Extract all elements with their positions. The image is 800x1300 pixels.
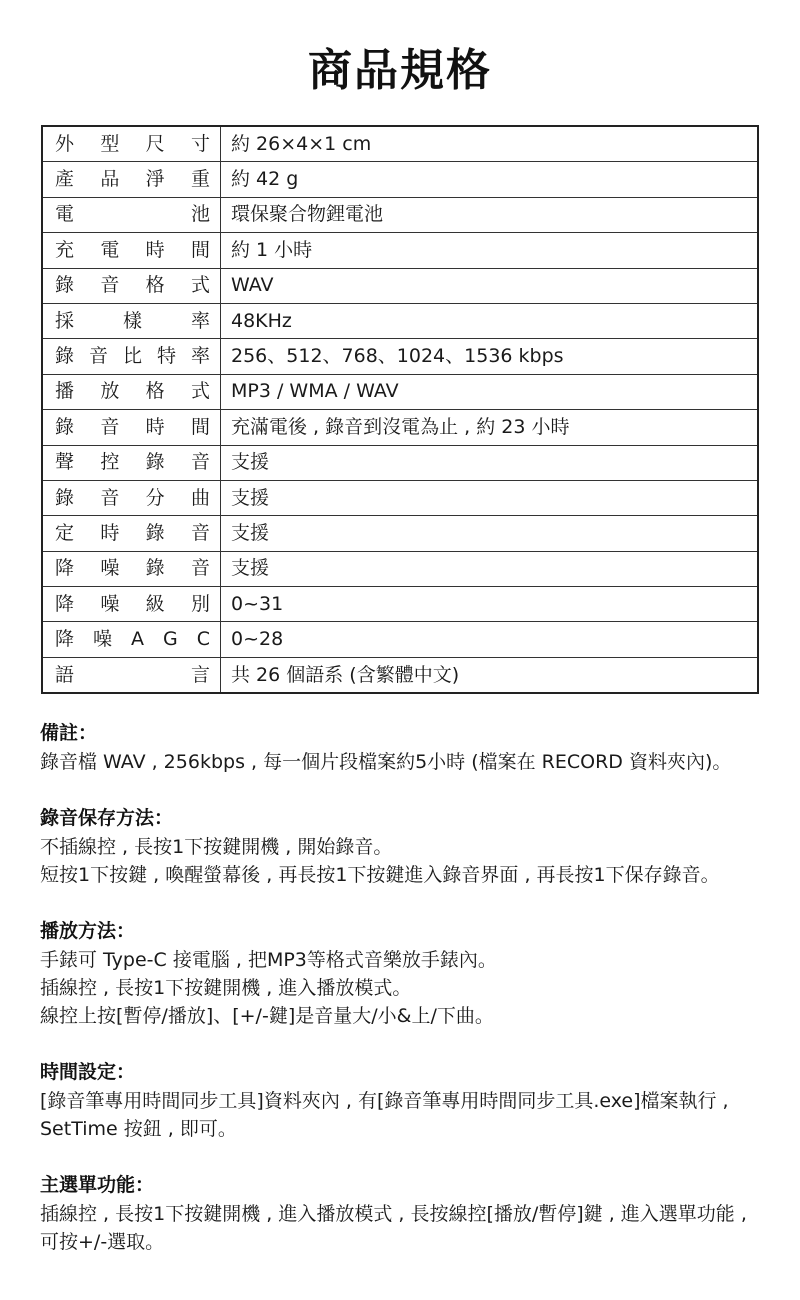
spec-label-char: 淨: [145, 168, 165, 191]
spec-label-char: 錄: [55, 345, 75, 368]
page-title: 商品規格: [308, 45, 492, 96]
note-section: [40, 1170, 770, 1256]
spec-label-cell: [42, 410, 221, 445]
note-line: 不插線控 , 長按1下按鍵開機 , 開始錄音。: [40, 836, 393, 858]
spec-row: [42, 587, 758, 622]
spec-label-char: 噪: [93, 628, 113, 651]
spec-label-char: 寸: [190, 132, 210, 155]
note-section: [40, 803, 770, 889]
note-line: 手錶可 Type-C 接電腦 , 把MP3等格式音樂放手錶內。: [40, 949, 497, 971]
note-section-title: 播放方法：: [40, 920, 136, 942]
spec-label-cell: [42, 162, 221, 197]
spec-label-char: 定: [55, 521, 75, 544]
spec-label-char: 型: [100, 132, 120, 155]
spec-row: [42, 622, 758, 657]
spec-label-char: 降: [55, 592, 75, 615]
spec-label-char: 降: [55, 557, 75, 580]
spec-label-char: 品: [100, 168, 120, 191]
spec-label-char: 聲: [55, 451, 75, 474]
spec-row: [42, 410, 758, 445]
spec-value: 支援: [221, 516, 759, 551]
spec-label-char: 錄: [145, 451, 165, 474]
note-section: [40, 1057, 770, 1143]
spec-value: 共 26 個語系 (含繁體中文): [221, 657, 759, 693]
spec-value: 環保聚合物鋰電池: [221, 197, 759, 232]
spec-label-char: 間: [190, 238, 210, 261]
spec-label-char: 降: [55, 628, 75, 651]
spec-value: 256、512、768、1024、1536 kbps: [221, 339, 759, 374]
spec-label-char: 噪: [100, 557, 120, 580]
note-section: [40, 718, 770, 776]
spec-label-char: 分: [145, 486, 165, 509]
spec-label-char: 格: [145, 380, 165, 403]
spec-row: [42, 445, 758, 480]
spec-label-char: 音: [190, 451, 210, 474]
spec-label: [55, 415, 210, 438]
note-line: 插線控 , 長按1下按鍵開機 , 進入播放模式 , 長按線控[播放/暫停]鍵 , 進入選單功能 ,: [40, 1203, 747, 1225]
note-line: 線控上按[暫停/播放]、[+/-鍵]是音量大/小&上/下曲。: [40, 1005, 494, 1027]
spec-value: WAV: [221, 268, 759, 303]
spec-row: [42, 374, 758, 409]
spec-label-char: 比: [122, 345, 142, 368]
spec-label-char: 間: [190, 415, 210, 438]
note-line: SetTime 按鈕 , 即可。: [40, 1118, 237, 1140]
spec-label-cell: [42, 126, 221, 162]
spec-label-char: 錄: [55, 274, 75, 297]
spec-label: [55, 663, 210, 686]
spec-label-char: 播: [55, 380, 75, 403]
spec-label-cell: [42, 516, 221, 551]
spec-label: [55, 205, 210, 224]
note-section-title: 時間設定：: [40, 1061, 136, 1083]
spec-label-char: 率: [190, 345, 210, 368]
spec-label-cell: [42, 480, 221, 515]
spec-label-cell: [42, 657, 221, 693]
note-section-title: 錄音保存方法：: [40, 807, 174, 829]
spec-label-char: 時: [145, 238, 165, 261]
spec-label-char: 語: [55, 663, 75, 686]
spec-label-cell: [42, 339, 221, 374]
spec-label-char: A: [131, 628, 144, 651]
spec-label-char: 音: [100, 274, 120, 297]
spec-label-char: 電: [55, 203, 75, 226]
spec-label-char: G: [162, 628, 178, 651]
spec-label-cell: [42, 233, 221, 268]
note-section-title: 主選單功能：: [40, 1174, 155, 1196]
spec-value: 支援: [221, 551, 759, 586]
spec-label-char: 音: [100, 486, 120, 509]
spec-row: [42, 126, 758, 162]
spec-value: 約 1 小時: [221, 233, 759, 268]
spec-label-char: 錄: [55, 486, 75, 509]
spec-label-cell: [42, 374, 221, 409]
spec-label-cell: [42, 551, 221, 586]
spec-row: [42, 233, 758, 268]
spec-label-char: 錄: [55, 415, 75, 438]
spec-row: [42, 268, 758, 303]
spec-label-cell: [42, 197, 221, 232]
spec-value: 支援: [221, 445, 759, 480]
spec-label-char: 級: [145, 592, 165, 615]
spec-label-char: 充: [55, 238, 75, 261]
spec-label-char: 放: [100, 380, 120, 403]
spec-label-char: 率: [190, 309, 210, 332]
spec-label-char: 音: [88, 345, 108, 368]
notes-area: [40, 718, 770, 1283]
spec-row: [42, 657, 758, 693]
spec-label-char: 特: [156, 345, 176, 368]
spec-label: [55, 559, 210, 578]
note-line: 插線控 , 長按1下按鍵開機 , 進入播放模式。: [40, 977, 412, 999]
spec-label: [55, 276, 210, 295]
spec-label-char: 採: [55, 309, 75, 332]
spec-label-char: 外: [55, 132, 75, 155]
spec-label-char: 音: [100, 415, 120, 438]
spec-row: [42, 303, 758, 338]
spec-value: 約 42 g: [221, 162, 759, 197]
spec-label-char: 池: [190, 203, 210, 226]
note-line: [錄音筆專用時間同步工具]資料夾內 , 有[錄音筆專用時間同步工具.exe]檔案執行 ,: [40, 1090, 729, 1112]
spec-label: [55, 521, 210, 544]
note-section-title: 備註：: [40, 722, 98, 744]
spec-label-char: 式: [190, 274, 210, 297]
spec-row: [42, 551, 758, 586]
spec-label-char: C: [196, 628, 210, 651]
spec-label-char: 錄: [145, 557, 165, 580]
note-line: 錄音檔 WAV , 256kbps , 每一個片段檔案約5小時 (檔案在 RECORD 資料夾內)。: [40, 751, 732, 773]
spec-label-char: 尺: [145, 132, 165, 155]
spec-label-char: 樣: [122, 309, 142, 332]
spec-label: [55, 309, 210, 332]
spec-label-char: 言: [190, 663, 210, 686]
spec-value: 0~31: [221, 587, 759, 622]
spec-label: [55, 170, 210, 189]
spec-value: 支援: [221, 480, 759, 515]
spec-row: [42, 197, 758, 232]
spec-table-body: [42, 126, 758, 693]
spec-row: [42, 480, 758, 515]
spec-label-char: 式: [190, 380, 210, 403]
spec-row: [42, 162, 758, 197]
spec-label: [55, 592, 210, 615]
spec-label-char: 曲: [190, 486, 210, 509]
spec-label-char: 時: [145, 415, 165, 438]
spec-label: [55, 238, 210, 261]
spec-label-char: 格: [145, 274, 165, 297]
note-section: [40, 916, 770, 1030]
note-line: 短按1下按鍵 , 喚醒螢幕後 , 再長按1下按鍵進入錄音界面 , 再長按1下保存錄音。: [40, 864, 720, 886]
spec-label-char: 音: [190, 557, 210, 580]
spec-label-char: 時: [100, 521, 120, 544]
spec-label-cell: [42, 303, 221, 338]
spec-label-cell: [42, 445, 221, 480]
spec-label: [55, 486, 210, 509]
spec-label-char: 音: [190, 521, 210, 544]
spec-value: 0~28: [221, 622, 759, 657]
spec-value: 約 26×4×1 cm: [221, 126, 759, 162]
spec-label-char: 別: [190, 592, 210, 615]
note-line: 可按+/-選取。: [40, 1231, 165, 1253]
spec-label-cell: [42, 587, 221, 622]
spec-label-char: 重: [190, 168, 210, 191]
spec-label: [55, 630, 210, 649]
spec-label-char: 控: [100, 451, 120, 474]
spec-row: [42, 516, 758, 551]
spec-label: [55, 132, 210, 155]
spec-label-char: 產: [55, 168, 75, 191]
spec-label-char: 錄: [145, 521, 165, 544]
spec-value: 48KHz: [221, 303, 759, 338]
spec-label: [55, 347, 210, 366]
spec-label-char: 噪: [100, 592, 120, 615]
spec-label: [55, 382, 210, 401]
spec-value: MP3 / WMA / WAV: [221, 374, 759, 409]
spec-row: [42, 339, 758, 374]
spec-label-cell: [42, 268, 221, 303]
spec-label-cell: [42, 622, 221, 657]
spec-label: [55, 453, 210, 472]
spec-table: [41, 125, 759, 694]
spec-label-char: 電: [100, 238, 120, 261]
spec-value: 充滿電後 , 錄音到沒電為止 , 約 23 小時: [221, 410, 759, 445]
